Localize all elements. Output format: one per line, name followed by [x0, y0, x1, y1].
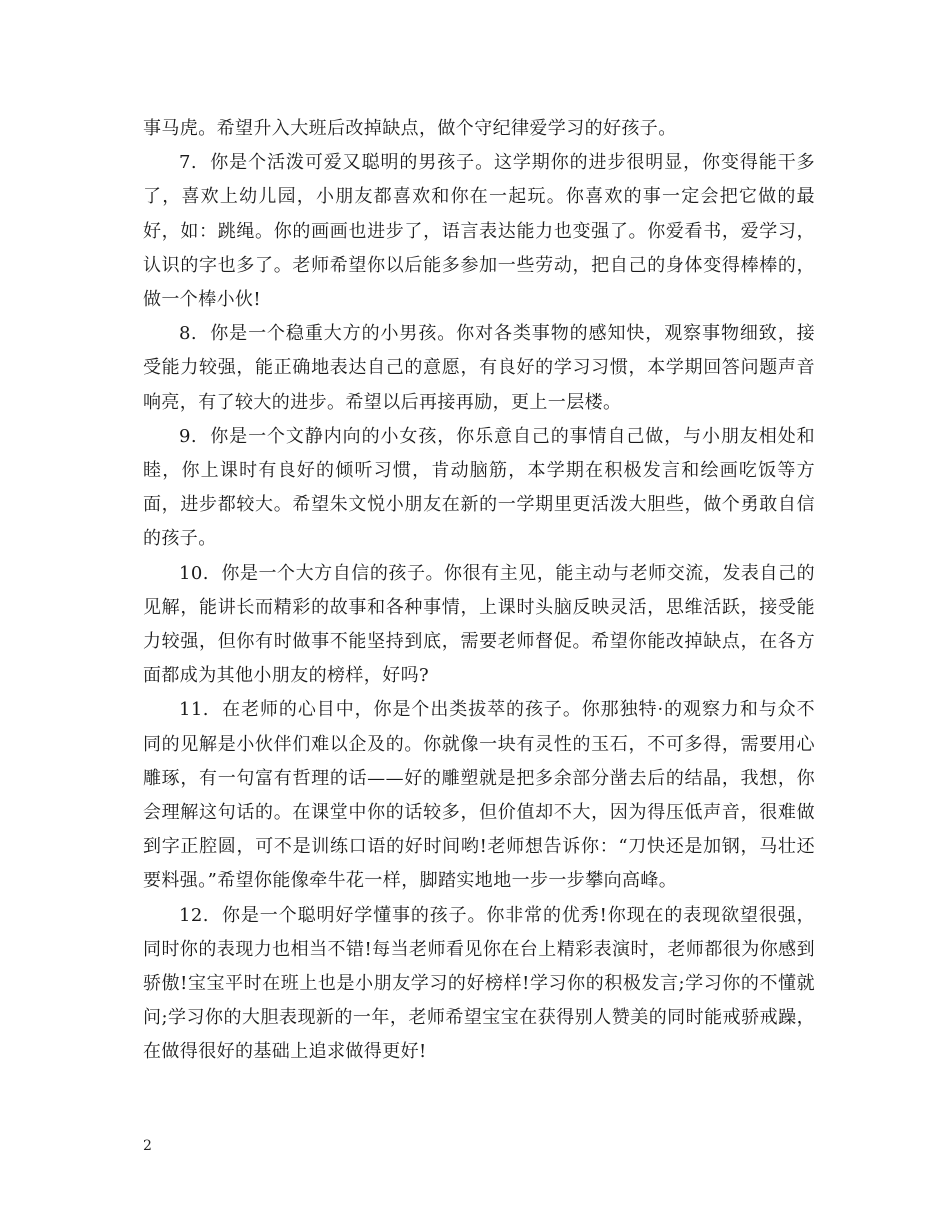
paragraph-item-12 [143, 899, 815, 1070]
paragraph-item-7 [143, 146, 815, 317]
page-number: 2 [143, 1138, 152, 1154]
paragraph-text: 你是个活泼可爱又聪明的男孩子。这学期你的进步很明显，你变得能干多了，喜欢上幼儿园，小朋友都喜欢和你在一起玩。你喜欢的事一定会把它做的最好，如：跳绳。你的画画也进步了，语言表达能力也变强了。你爱看书，爱学习，认识的字也多了。老师希望你以后能多参加一些劳动，把自己的身体变得棒棒的，做一个棒小伙! [143, 152, 816, 311]
paragraph-text: 你是一个稳重大方的小男孩。你对各类事物的感知快，观察事物细致，接受能力较强，能正确地表达自己的意愿，有良好的学习习惯，本学期回答问题声音响亮，有了较大的进步。希望以后再接再励，更上一层楼。 [143, 323, 816, 413]
paragraph-text: 你是一个聪明好学懂事的孩子。你非常的优秀!你现在的表现欲望很强，同时你的表现力也相当不错!每当老师看见你在台上精彩表演时，老师都很为你感到骄傲!宝宝平时在班上也是小朋友学习的好榜样!学习你的积极发言;学习你的不懂就问;学习你的大胆表现新的一年，老师希望宝宝在获得别人赞美的同时能戒骄戒躁，在做得很好的基础上追求做得更好! [143, 904, 816, 1063]
paragraph-continuation [143, 112, 815, 146]
item-number: 8. [179, 323, 197, 345]
paragraph-text: 你是一个大方自信的孩子。你很有主见，能主动与老师交流，发表自己的见解，能讲长而精彩的故事和各种事情，上课时头脑反映灵活，思维活跃，接受能力较强，但你有时做事不能坚持到底，需要老师督促。希望你能改掉缺点，在各方面都成为其他小朋友的榜样，好吗? [143, 562, 816, 687]
item-number: 12. [179, 904, 209, 926]
item-number: 11. [179, 699, 209, 721]
paragraph-item-11 [143, 693, 815, 898]
item-number: 7. [179, 152, 197, 174]
paragraph-text: 事马虎。希望升入大班后改掉缺点，做个守纪律爱学习的好孩子。 [143, 118, 677, 139]
paragraph-item-10 [143, 557, 815, 694]
item-number: 9. [179, 425, 197, 447]
document-body [143, 112, 815, 1070]
item-number: 10. [179, 562, 209, 584]
paragraph-text: 你是一个文静内向的小女孩，你乐意自己的事情自己做，与小朋友相处和睦，你上课时有良好的倾听习惯，肯动脑筋，本学期在积极发言和绘画吃饭等方面，进步都较大。希望朱文悦小朋友在新的一学期里更活泼大胆些，做个勇敢自信的孩子。 [143, 425, 816, 550]
paragraph-item-8 [143, 317, 815, 420]
paragraph-item-9 [143, 420, 815, 557]
paragraph-text: 在老师的心目中，你是个出类拔萃的孩子。你那独特·的观察力和与众不同的见解是小伙伴们难以企及的。你就像一块有灵性的玉石，不可多得，需要用心雕琢，有一句富有哲理的话——好的雕塑就是把多余部分凿去后的结晶，我想，你会理解这句话的。在课堂中你的话较多，但价值却不大，因为得压低声音，很难做到字正腔圆，可不是训练口语的好时间哟!老师想告诉你：“刀快还是加钢，马壮还要料强。”希望你能像牵牛花一样，脚踏实地地一步一步攀向高峰。 [143, 699, 815, 892]
